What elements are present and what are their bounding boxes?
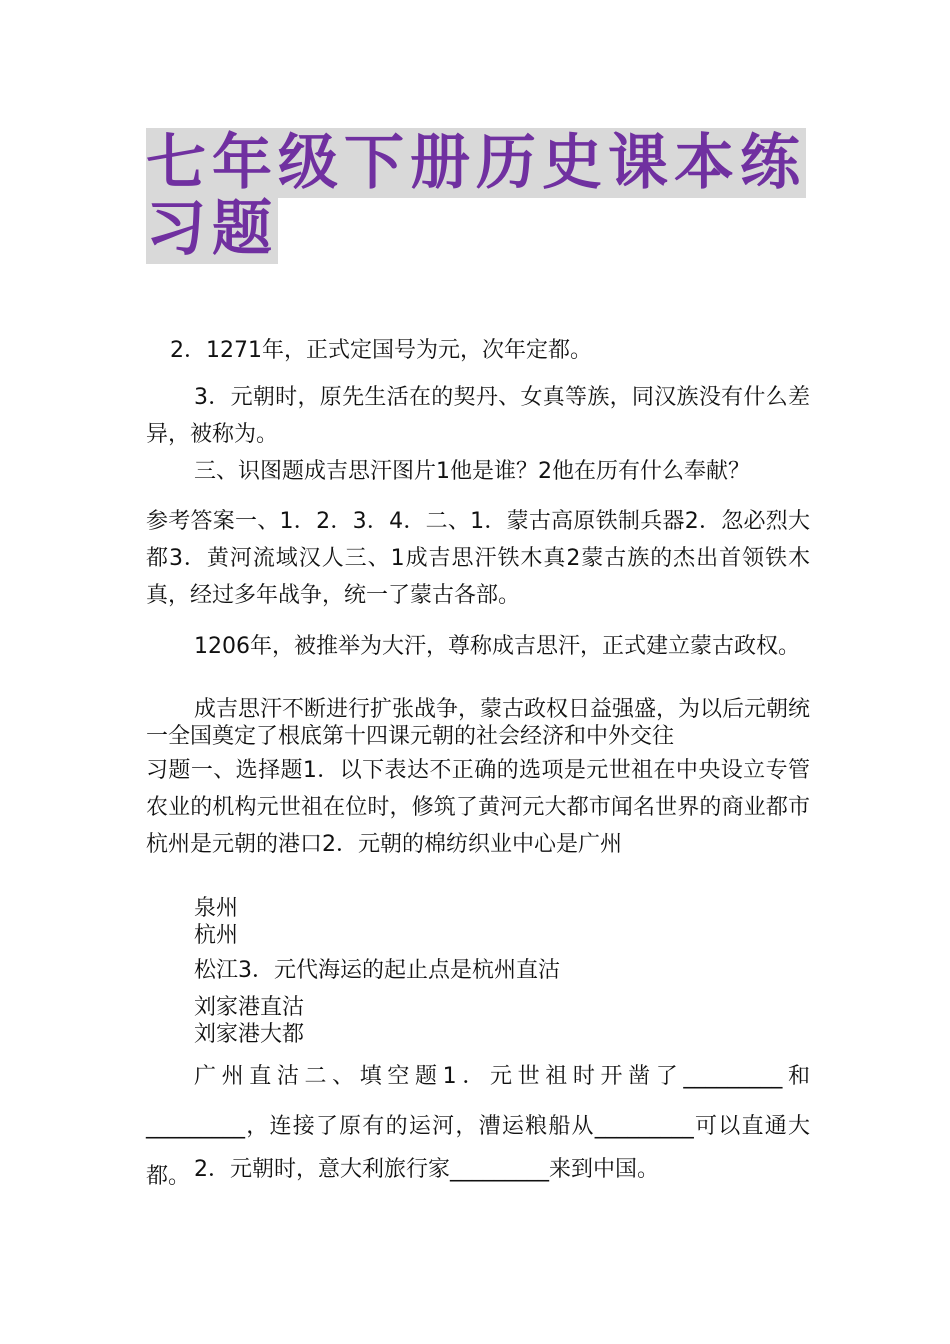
paragraph-5: 1206年，被推举为大汗，尊称成吉思汗，正式建立蒙古政权。 xyxy=(194,634,800,659)
paragraph-4: 参考答案一、1．2．3．4．二、1．蒙古高原铁制兵器2．忽必烈大都3．黄河流域汉人三、1成吉思汗铁木真2蒙古族的杰出首领铁木真，经过多年战争，统一了蒙古各部。 xyxy=(146,509,811,608)
document-title: 七年级下册历史课本练习题 xyxy=(146,128,806,264)
paragraph-2: 3．元朝时，原先生活在的契丹、女真等族，同汉族没有什么差异，被称为。 xyxy=(146,385,810,447)
paragraph-9: 杭州 xyxy=(194,923,239,948)
paragraph-8: 泉州 xyxy=(194,896,239,921)
paragraph-13: 广州直沽二、填空题1．元世祖时开凿了_________和_________，连接了原有的运河，漕运粮船从_________可以直通大都。 xyxy=(146,1064,810,1189)
paragraph-14: 2．元朝时，意大利旅行家_________来到中国。 xyxy=(194,1157,659,1182)
paragraph-12: 刘家港大都 xyxy=(194,1022,305,1047)
paragraph-7: 习题一、选择题1．以下表达不正确的选项是元世祖在中央设立专管农业的机构元世祖在位时，修筑了黄河元大都市闻名世界的商业都市杭州是元朝的港口2．元朝的棉纺织业中心是广州 xyxy=(146,758,810,857)
paragraph-1: 2．1271年，正式定国号为元，次年定都。 xyxy=(170,338,592,363)
paragraph-11: 刘家港直沽 xyxy=(194,995,305,1020)
paragraph-10: 松江3．元代海运的起止点是杭州直沽 xyxy=(194,958,560,983)
paragraph-3: 三、识图题成吉思汗图片1他是谁？2他在历有什么奉献？ xyxy=(194,459,750,484)
paragraph-6: 成吉思汗不断进行扩张战争，蒙古政权日益强盛，为以后元朝统一全国奠定了根底第十四课元朝的社会经济和中外交往 xyxy=(146,697,811,749)
